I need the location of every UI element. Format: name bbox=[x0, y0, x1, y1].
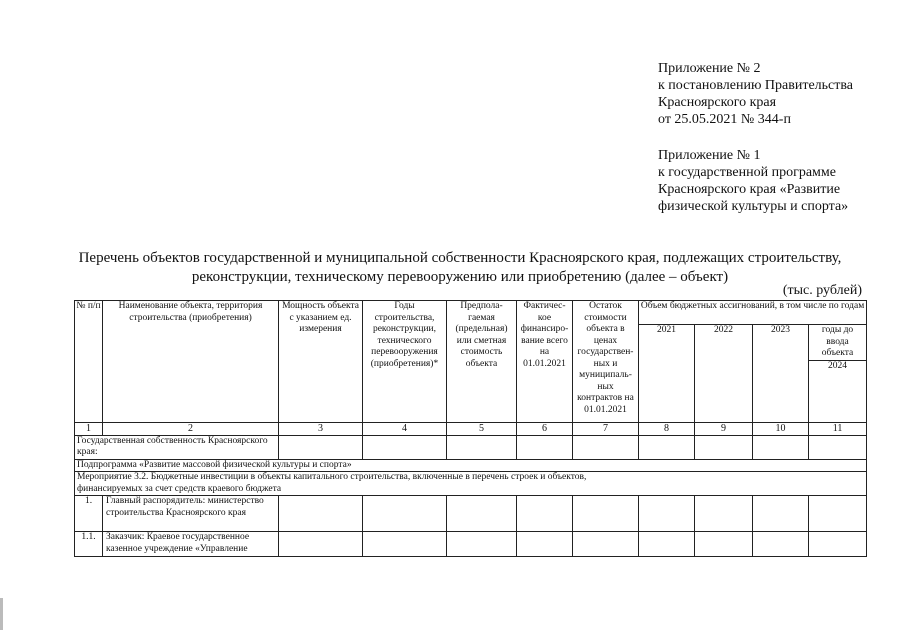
header-year-2021: 2021 bbox=[639, 325, 695, 423]
document-title-line-2: реконструкции, техническому перевооружению или приобретению (далее – объект) bbox=[191, 269, 729, 285]
appendix-2-line: от 25.05.2021 № 344-п bbox=[658, 112, 791, 127]
table-row bbox=[75, 496, 867, 532]
column-number: 7 bbox=[573, 423, 639, 436]
appendix-1-line: к государственной программе bbox=[658, 165, 836, 180]
state-property-label: Государственная собственность Красноярского края: bbox=[75, 435, 279, 459]
objects-table bbox=[74, 300, 867, 557]
subprogram-label: Подпрограмма «Развитие массовой физической культуры и спорта» bbox=[75, 459, 867, 472]
column-number: 3 bbox=[279, 423, 363, 436]
header-years: Годы строительства, реконструкции, технического перевооружения (приобретения)* bbox=[363, 301, 447, 423]
units-label: (тыс. рублей) bbox=[782, 283, 862, 298]
header-cost: Предпола-гаемая (предельная) или сметная стоимость объекта bbox=[447, 301, 517, 423]
appendix-1-block bbox=[658, 147, 848, 215]
row-number: 1.1. bbox=[75, 532, 103, 557]
header-capacity: Мощность объекта с указанием ед. измерения bbox=[279, 301, 363, 423]
column-number: 6 bbox=[517, 423, 573, 436]
column-number: 2 bbox=[103, 423, 279, 436]
appendix-2-line: Красноярского края bbox=[658, 95, 777, 110]
column-number: 4 bbox=[363, 423, 447, 436]
column-number: 11 bbox=[809, 423, 867, 436]
appendix-2-line: к постановлению Правительства bbox=[658, 78, 854, 93]
row-number: 1. bbox=[75, 496, 103, 532]
header-name: Наименование объекта, территория строительства (приобретения) bbox=[103, 301, 279, 423]
header-year-2023: 2023 bbox=[753, 325, 809, 423]
header-financed: Фактичес-кое финансиро-вание всего на 01.01.2021 bbox=[517, 301, 573, 423]
row-name: Главный распорядитель: министерство строительства Красноярского края bbox=[103, 496, 279, 532]
document-title-line-1: Перечень объектов государственной и муниципальной собственности Красноярского края, подлежащих строительству, bbox=[78, 250, 842, 266]
header-num: № п/п bbox=[75, 301, 103, 423]
row-name: Заказчик: Краевое государственное казенное учреждение «Управление bbox=[103, 532, 279, 557]
column-number: 9 bbox=[695, 423, 753, 436]
header-year-2022: 2022 bbox=[695, 325, 753, 423]
measure-label: Мероприятие 3.2. Бюджетные инвестиции в объекты капитального строительства, включенные в перечень строек и объектов, финансируемых за счет средств краевого бюджета bbox=[75, 472, 867, 496]
header-year-2024: 2024 bbox=[809, 361, 867, 423]
appendix-1-line: физической культуры и спорта» bbox=[658, 199, 849, 214]
column-number: 5 bbox=[447, 423, 517, 436]
appendix-2-block bbox=[658, 60, 853, 128]
column-number: 1 bbox=[75, 423, 103, 436]
table-row bbox=[75, 472, 867, 496]
column-number: 8 bbox=[639, 423, 695, 436]
table-row bbox=[75, 532, 867, 557]
appendix-2-line: Приложение № 2 bbox=[658, 61, 761, 76]
appendix-1-line: Приложение № 1 bbox=[658, 148, 761, 163]
column-number: 10 bbox=[753, 423, 809, 436]
header-remainder: Остаток стоимости объекта в ценах государствен-ных и муниципаль-ных контрактов на 01.01.2021 bbox=[573, 301, 639, 423]
header-budget-group: Объем бюджетных ассигнований, в том числе по годам bbox=[639, 301, 867, 325]
scan-edge-mark bbox=[0, 598, 3, 630]
header-until-commission: годы до ввода объекта bbox=[809, 325, 867, 361]
document-title bbox=[60, 249, 860, 287]
table-row bbox=[75, 435, 867, 459]
table-row bbox=[75, 459, 867, 472]
appendix-1-line: Красноярского края «Развитие bbox=[658, 182, 841, 197]
